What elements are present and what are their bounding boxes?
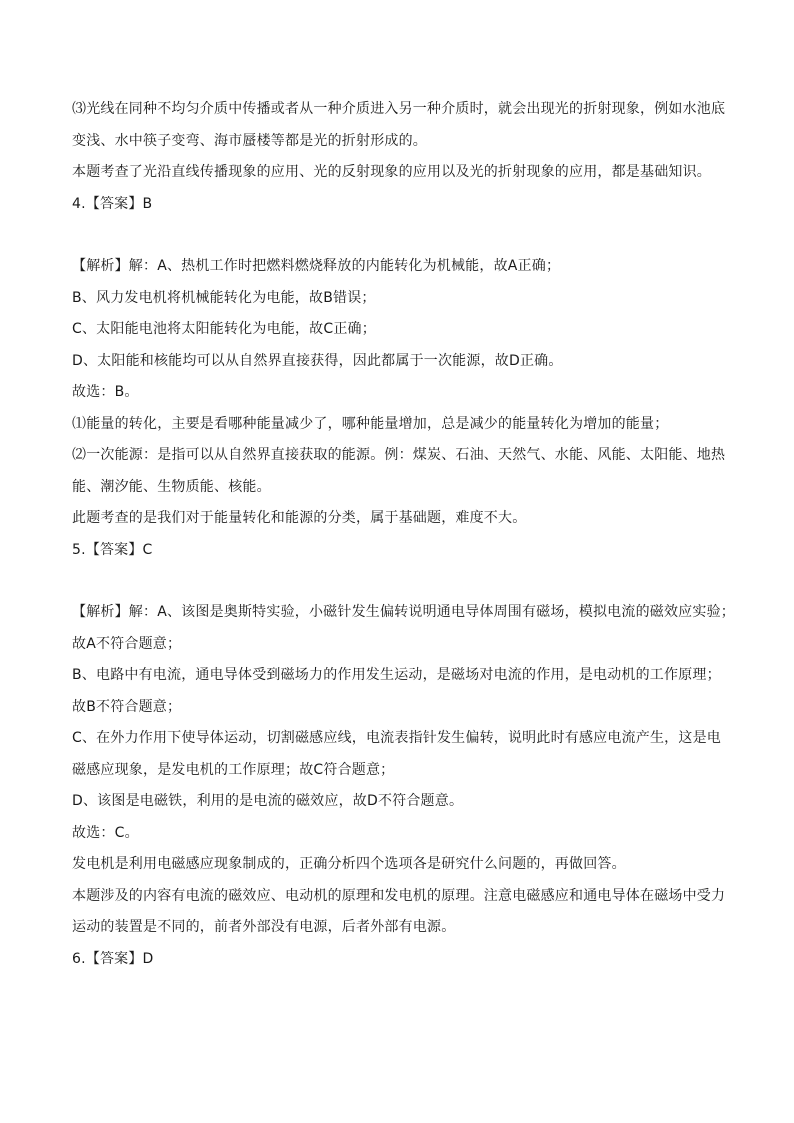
analysis-line: C、在外力作用下使导体运动，切割磁感应线，电流表指针发生偏转，说明此时有感应电流产生，这是电 <box>72 730 721 746</box>
paragraph-line: ⑶光线在同种不均匀介质中传播或者从一种介质进入另一种介质时，就会出现光的折射现象，例如水池底 <box>72 101 726 117</box>
paragraph-line: 变浅、水中筷子变弯、海市蜃楼等都是光的折射形成的。 <box>72 132 427 149</box>
paragraph-line: 本题考查了光沿直线传播现象的应用、光的反射现象的应用以及光的折射现象的应用，都是基础知识。 <box>72 164 711 180</box>
analysis-line: 【解析】解：A、该图是奥斯特实验，小磁针发生偏转说明通电导体周围有磁场，模拟电流的磁效应实验； <box>72 604 735 620</box>
answer-heading: 5.【答案】C <box>72 541 153 558</box>
paragraph-line: 此题考查的是我们对于能量转化和能源的分类，属于基础题，难度不大。 <box>72 510 527 526</box>
answer-heading: 4.【答案】B <box>72 195 153 212</box>
analysis-line: 故B不符合题意； <box>72 698 182 715</box>
blank-gap <box>72 570 732 601</box>
analysis-line: 磁感应现象，是发电机的工作原理；故C符合题意； <box>72 761 395 778</box>
answer-heading: 6.【答案】D <box>72 950 154 967</box>
paragraph-line: 发电机是利用电磁感应现象制成的，正确分析四个选项各是研究什么问题的，再做回答。 <box>72 856 626 872</box>
analysis-line: D、太阳能和核能均可以从自然界直接获得，因此都属于一次能源，故D正确。 <box>72 352 563 369</box>
analysis-line: C、太阳能电池将太阳能转化为电能，故C正确； <box>72 321 376 337</box>
choice-line: 故选：C。 <box>72 824 139 841</box>
paragraph-line: ⑴能量的转化，主要是看哪种能量减少了，哪种能量增加，总是减少的能量转化为增加的能量； <box>72 415 669 432</box>
analysis-line: 【解析】解：A、热机工作时把燃料燃烧释放的内能转化为机械能，故A正确； <box>72 258 561 274</box>
document-page <box>72 98 735 979</box>
choice-line: 故选：B。 <box>72 384 139 400</box>
blank-gap <box>72 224 732 255</box>
analysis-line: 故A不符合题意； <box>72 635 182 652</box>
analysis-line: D、该图是电磁铁，利用的是电流的磁效应，故D不符合题意。 <box>72 793 464 809</box>
paragraph-line: ⑵一次能源：是指可以从自然界直接获取的能源。例：煤炭、石油、天然气、水能、风能、太阳能、地热 <box>72 447 726 463</box>
analysis-line: B、电路中有电流，通电导体受到磁场力的作用发生运动，是磁场对电流的作用，是电动机的工作原理； <box>72 667 721 683</box>
paragraph-line: 本题涉及的内容有电流的磁效应、电动机的原理和发电机的原理。注意电磁感应和通电导体在磁场中受力 <box>72 887 726 904</box>
analysis-line: B、风力发电机将机械能转化为电能，故B错误； <box>72 289 376 306</box>
paragraph-line: 能、潮汐能、生物质能、核能。 <box>72 478 271 495</box>
paragraph-line: 运动的装置是不同的，前者外部没有电源，后者外部有电源。 <box>72 919 456 935</box>
